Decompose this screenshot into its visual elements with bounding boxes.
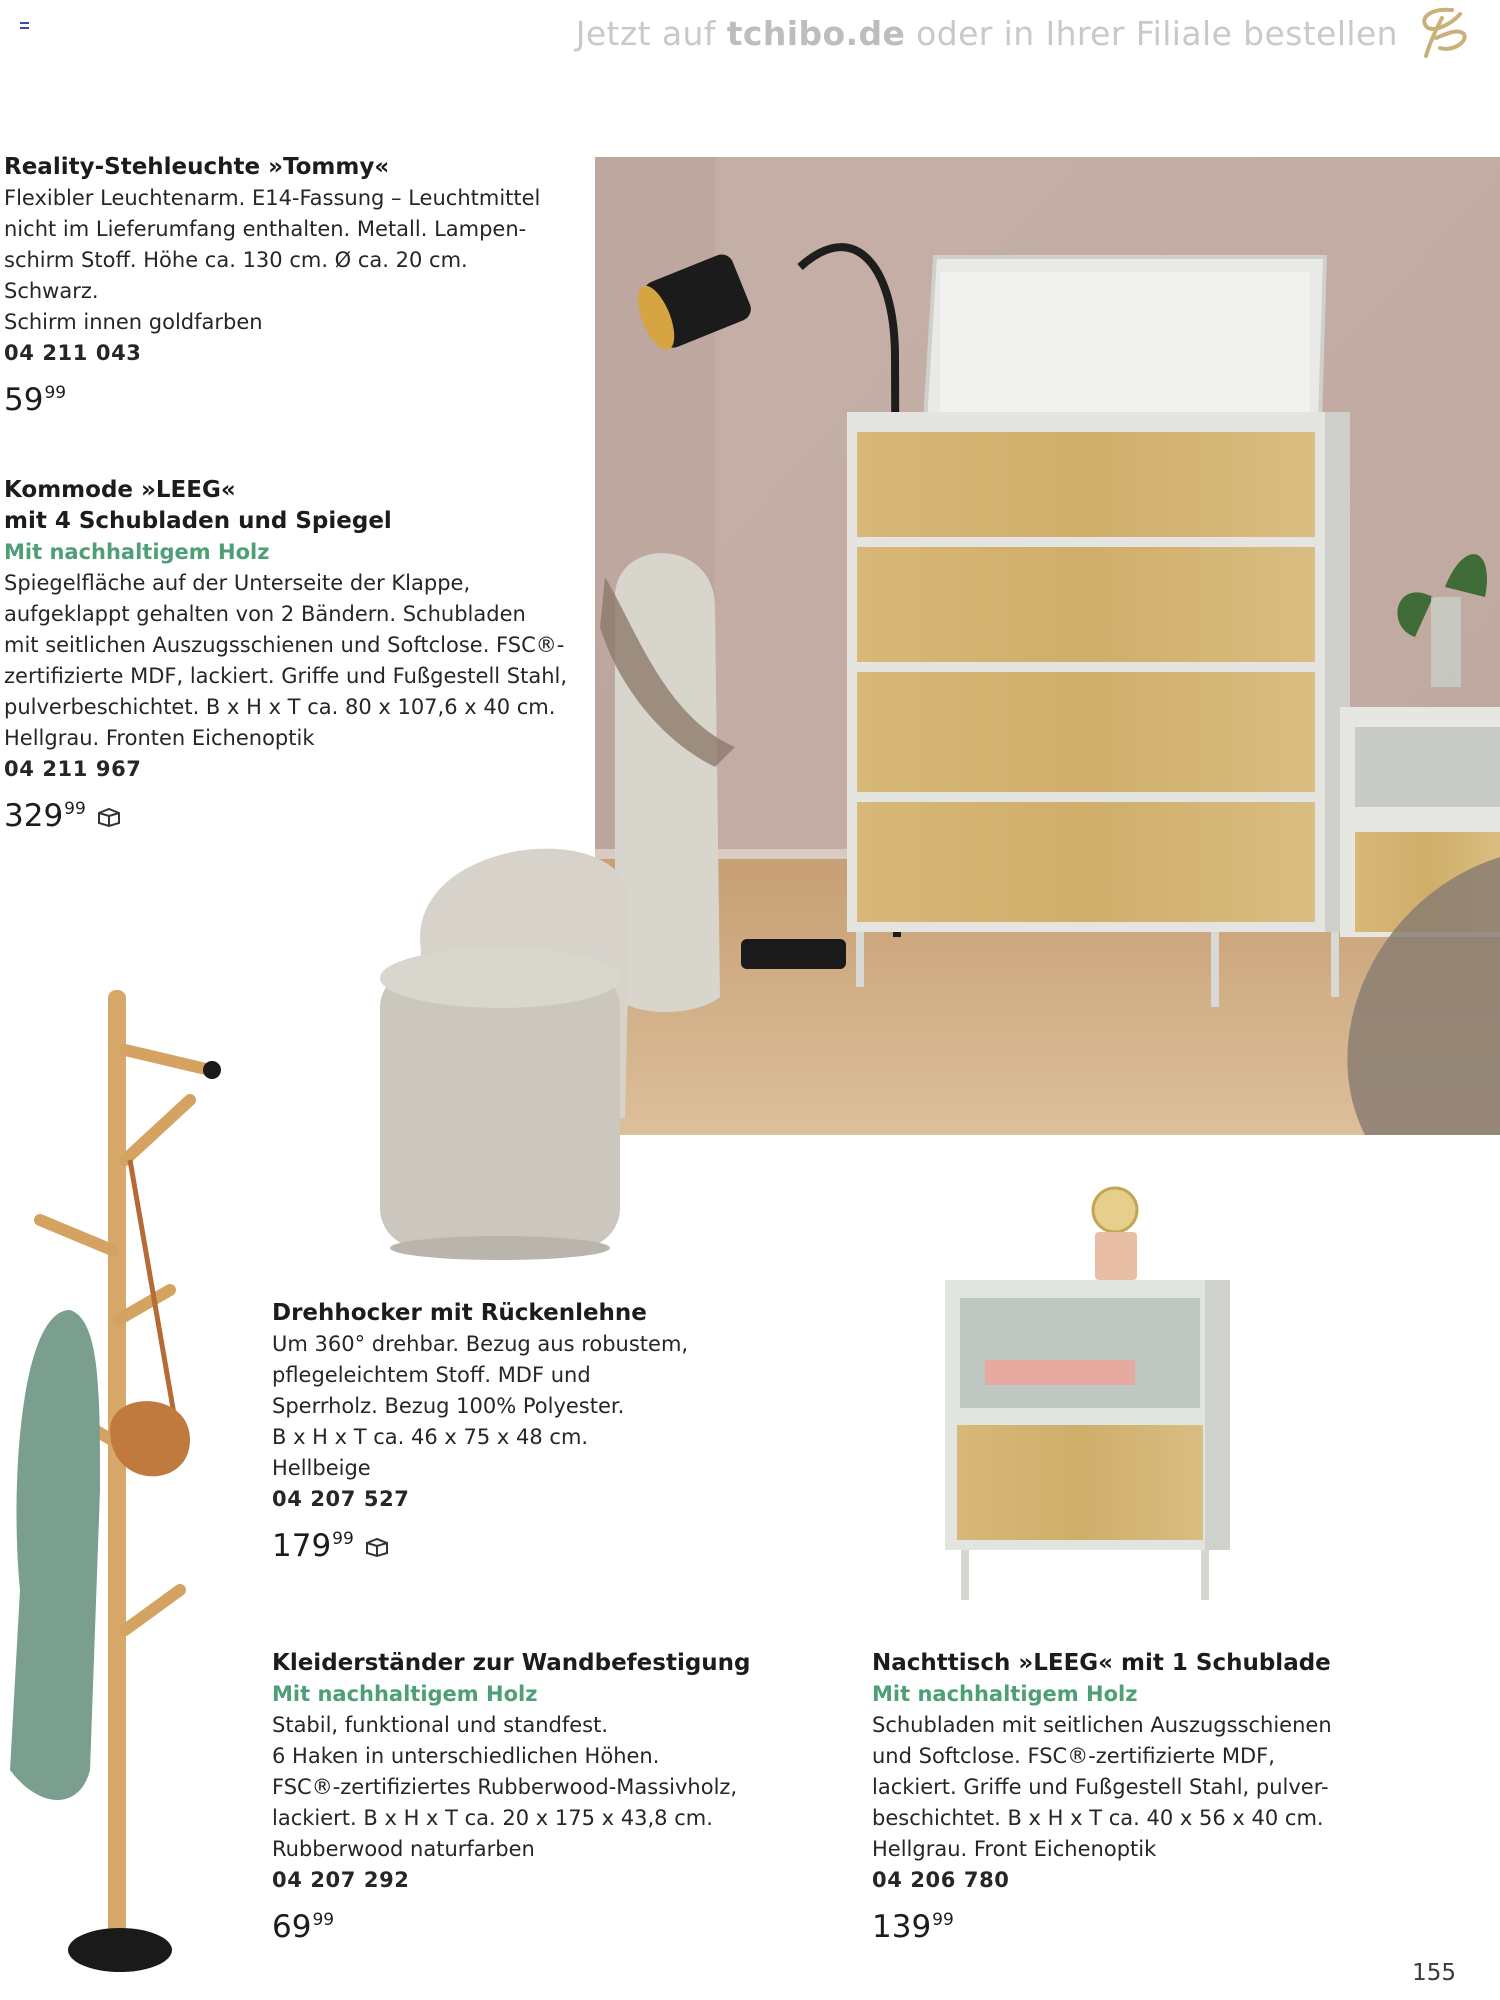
product-lamp — [4, 152, 564, 420]
article-number: 04 211 967 — [4, 757, 142, 781]
product-title: Drehhocker mit Rückenlehne — [272, 1300, 647, 1326]
product-coat-rack — [272, 1648, 772, 1947]
menu-icon[interactable] — [20, 22, 36, 34]
article-number: 04 211 043 — [4, 341, 142, 365]
product-title: Nachttisch »LEEG« mit 1 Schublade — [872, 1650, 1331, 1676]
box-delivery-icon — [364, 1536, 390, 1558]
price: $139^{99}$ — [872, 1909, 954, 1945]
product-title: Reality-Stehleuchte »Tommy« — [4, 154, 390, 180]
tchibo-logo-icon — [1412, 4, 1472, 60]
eco-label: Mit nachhaltigem Holz — [4, 540, 270, 564]
price: $69^{99}$ — [272, 1909, 335, 1945]
price: $59^{99}$ — [4, 382, 67, 418]
bedroom-scene-image — [595, 157, 1500, 1135]
header-slogan: Jetzt auf tchibo.de oder in Ihrer Filiale bestellen — [575, 14, 1398, 53]
page-number: 155 — [1412, 1960, 1456, 1986]
box-delivery-icon — [96, 806, 122, 828]
product-description: Stabil, funktional und standfest. 6 Haken in unterschiedlichen Höhen. FSC®-zertifiziertes Rubberwood-Massivholz, lackiert. B x H x T ca. 20 x 175 x 43,8 cm. Rubberwood naturfarben — [272, 1713, 738, 1861]
eco-label: Mit nachhaltigem Holz — [872, 1682, 1138, 1706]
product-description: Um 360° drehbar. Bezug aus robustem, pflegeleichtem Stoff. MDF und Sperrholz. Bezug 100% Polyester. B x H x T ca. 46 x 75 x 48 cm. Hellbeige — [272, 1332, 689, 1480]
price: $329^{99}$ — [4, 789, 584, 836]
nightstand-image — [935, 1180, 1235, 1605]
article-number: 04 207 527 — [272, 1487, 410, 1511]
eco-label: Mit nachhaltigem Holz — [272, 1682, 538, 1706]
product-subtitle: mit 4 Schubladen und Spiegel — [4, 508, 392, 534]
coat-rack-image — [0, 990, 240, 1980]
article-number: 04 207 292 — [272, 1868, 410, 1892]
product-title: Kommode »LEEG« — [4, 477, 236, 503]
product-dresser — [4, 475, 584, 836]
article-number: 04 206 780 — [872, 1868, 1010, 1892]
product-description: Schubladen mit seitlichen Auszugsschienen und Softclose. FSC®-zertifizierte MDF, lackiert. Griffe und Fußgestell Stahl, pulver- beschichtet. B x H x T ca. 40 x 56 x 40 cm. Hellgrau. Front Eichenoptik — [872, 1713, 1332, 1861]
product-description: Spiegelfläche auf der Unterseite der Klappe, aufgeklappt gehalten von 2 Bändern. Schubladen mit seitlichen Auszugsschienen und Softclose. FSC®- zertifizierte MDF, lackiert. Griffe und Fußgestell Stahl, pulverbeschichtet. B x H x T ca. 80 x 107,6 x 40 cm. Hellgrau. Fronten Eichenoptik — [4, 571, 568, 750]
product-nightstand — [872, 1648, 1362, 1947]
product-title: Kleiderständer zur Wandbefestigung — [272, 1650, 751, 1676]
product-stool — [272, 1298, 692, 1566]
price: $179^{99}$ — [272, 1519, 692, 1566]
product-description: Flexibler Leuchtenarm. E14-Fassung – Leuchtmittel nicht im Lieferumfang enthalten. Metall. Lampen- schirm Stoff. Höhe ca. 130 cm. Ø ca. 20 cm. Schwarz. Schirm innen goldfarben — [4, 186, 541, 334]
stool-image — [370, 818, 640, 1263]
